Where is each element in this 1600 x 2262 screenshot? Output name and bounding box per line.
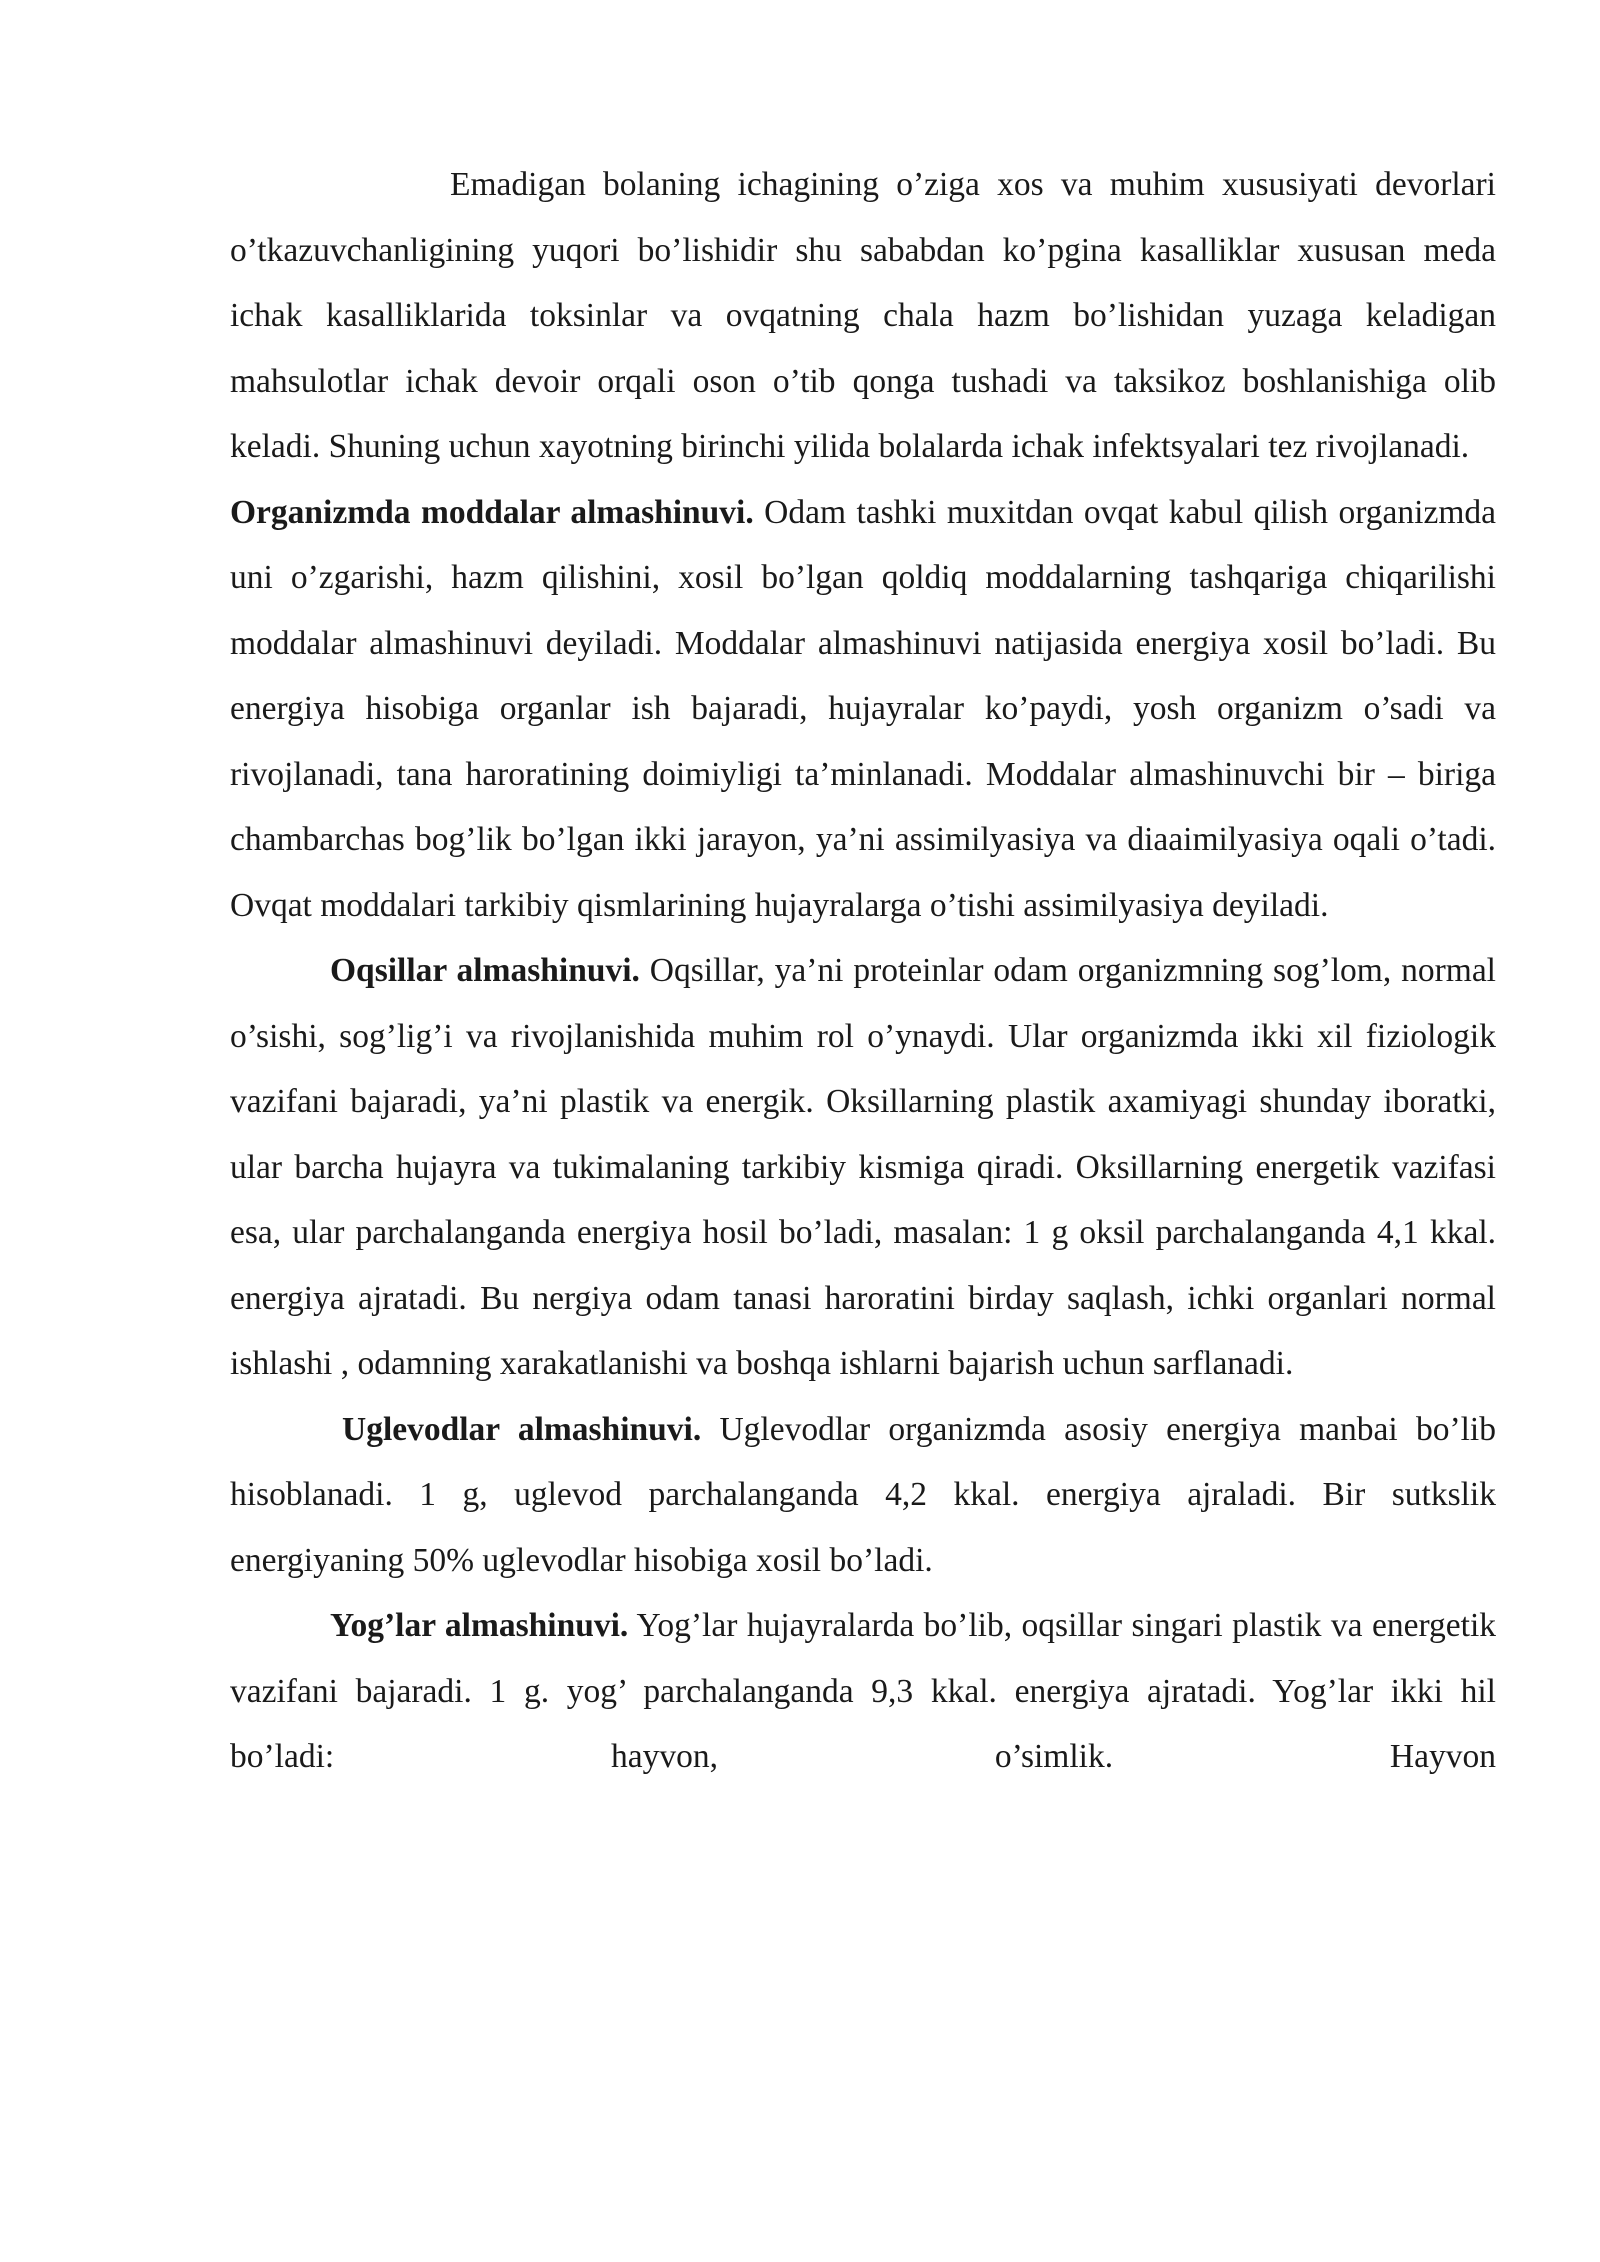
section-heading: Oqsillar almashinuvi. xyxy=(330,952,640,989)
paragraph-text: Odam tashki muxitdan ovqat kabul qilish organizmda uni o’zgarishi, hazm qilishini, xosil bo’lgan qoldiq moddalarning tashqariga chiqarilishi moddalar almashinuvi deyiladi. Moddalar almashinuvi natijasida energiya xosil bo’ladi. Bu energiya hisobiga organlar ish bajaradi, hujayralar ko’paydi, yosh organizm o’sadi va rivojlanadi, tana haroratining doimiyligi ta’minlanadi. Moddalar almashinuvchi bir – biriga chambarchas bog’lik bo’lgan ikki jarayon, ya’ni assimilyasiya va diaaimilyasiya oqali o’tadi. Ovqat moddalari tarkibiy qismlarining hujayralarga o’tishi assimilyasiya deyiladi. xyxy=(230,493,1496,924)
paragraph-fat-metabolism xyxy=(230,1593,1496,1790)
section-heading: Uglevodlar almashinuvi. xyxy=(342,1410,702,1448)
paragraph-text: Yog’lar hujayralarda bo’lib, oqsillar singari plastik va energetik vazifani bajaradi. 1 g. yog’ parchalanganda 9,3 kkal. energiya ajratadi. Yog’lar ikki hil bo’ladi: hayvon, o’simlik. Hayvon xyxy=(230,1607,1497,1775)
section-heading: Organizmda moddalar almashinuvi. xyxy=(230,493,754,531)
paragraph-text: Uglevodlar organizmda asosiy energiya manbai bo’lib hisoblanadi. 1 g, uglevod parchalanganda 4,2 kkal. energiya ajraladi. Bir sutkslik energiyaning 50% uglevodlar hisobiga xosil bo’ladi. xyxy=(230,1410,1496,1579)
paragraph-intestine xyxy=(230,152,1496,480)
document-page xyxy=(230,152,1496,1790)
paragraph-text: Emadigan bolaning ichagining o’ziga xos va muhim xususiyati devorlari o’tkazuvchanligining yuqori bo’lishidir shu sababdan ko’pgina kasalliklar xususan meda ichak kasalliklarida toksinlar va ovqatning chala hazm bo’lishidan yuzaga keladigan mahsulotlar ichak devoir orqali oson o’tib qonga tushadi va taksikoz boshlanishiga olib keladi. Shuning uchun xayotning birinchi yilida bolalarda ichak infektsyalari tez rivojlanadi. xyxy=(230,166,1496,465)
paragraph-text: Oqsillar, ya’ni proteinlar odam organizmning sog’lom, normal o’sishi, sog’lig’i va rivojlanishida muhim rol o’ynaydi. Ular organizmda ikki xil fiziologik vazifani bajaradi, ya’ni plastik va energik. Oksillarning plastik axamiyagi shunday iboratki, ular barcha hujayra va tukimalaning tarkibiy kismiga qiradi. Oksillarning energetik vazifasi esa, ular parchalanganda energiya hosil bo’ladi, masalan: 1 g oksil parchalanganda 4,1 kkal. energiya ajratadi. Bu nergiya odam tanasi haroratini birday saqlash, ichki organlari normal ishlashi , odamning xarakatlanishi va boshqa ishlarni bajarish uchun sarflanadi. xyxy=(230,952,1496,1382)
paragraph-metabolism xyxy=(230,480,1496,939)
section-heading: Yog’lar almashinuvi. xyxy=(330,1607,629,1644)
paragraph-carbohydrate-metabolism xyxy=(230,1397,1496,1594)
paragraph-protein-metabolism xyxy=(230,938,1496,1397)
